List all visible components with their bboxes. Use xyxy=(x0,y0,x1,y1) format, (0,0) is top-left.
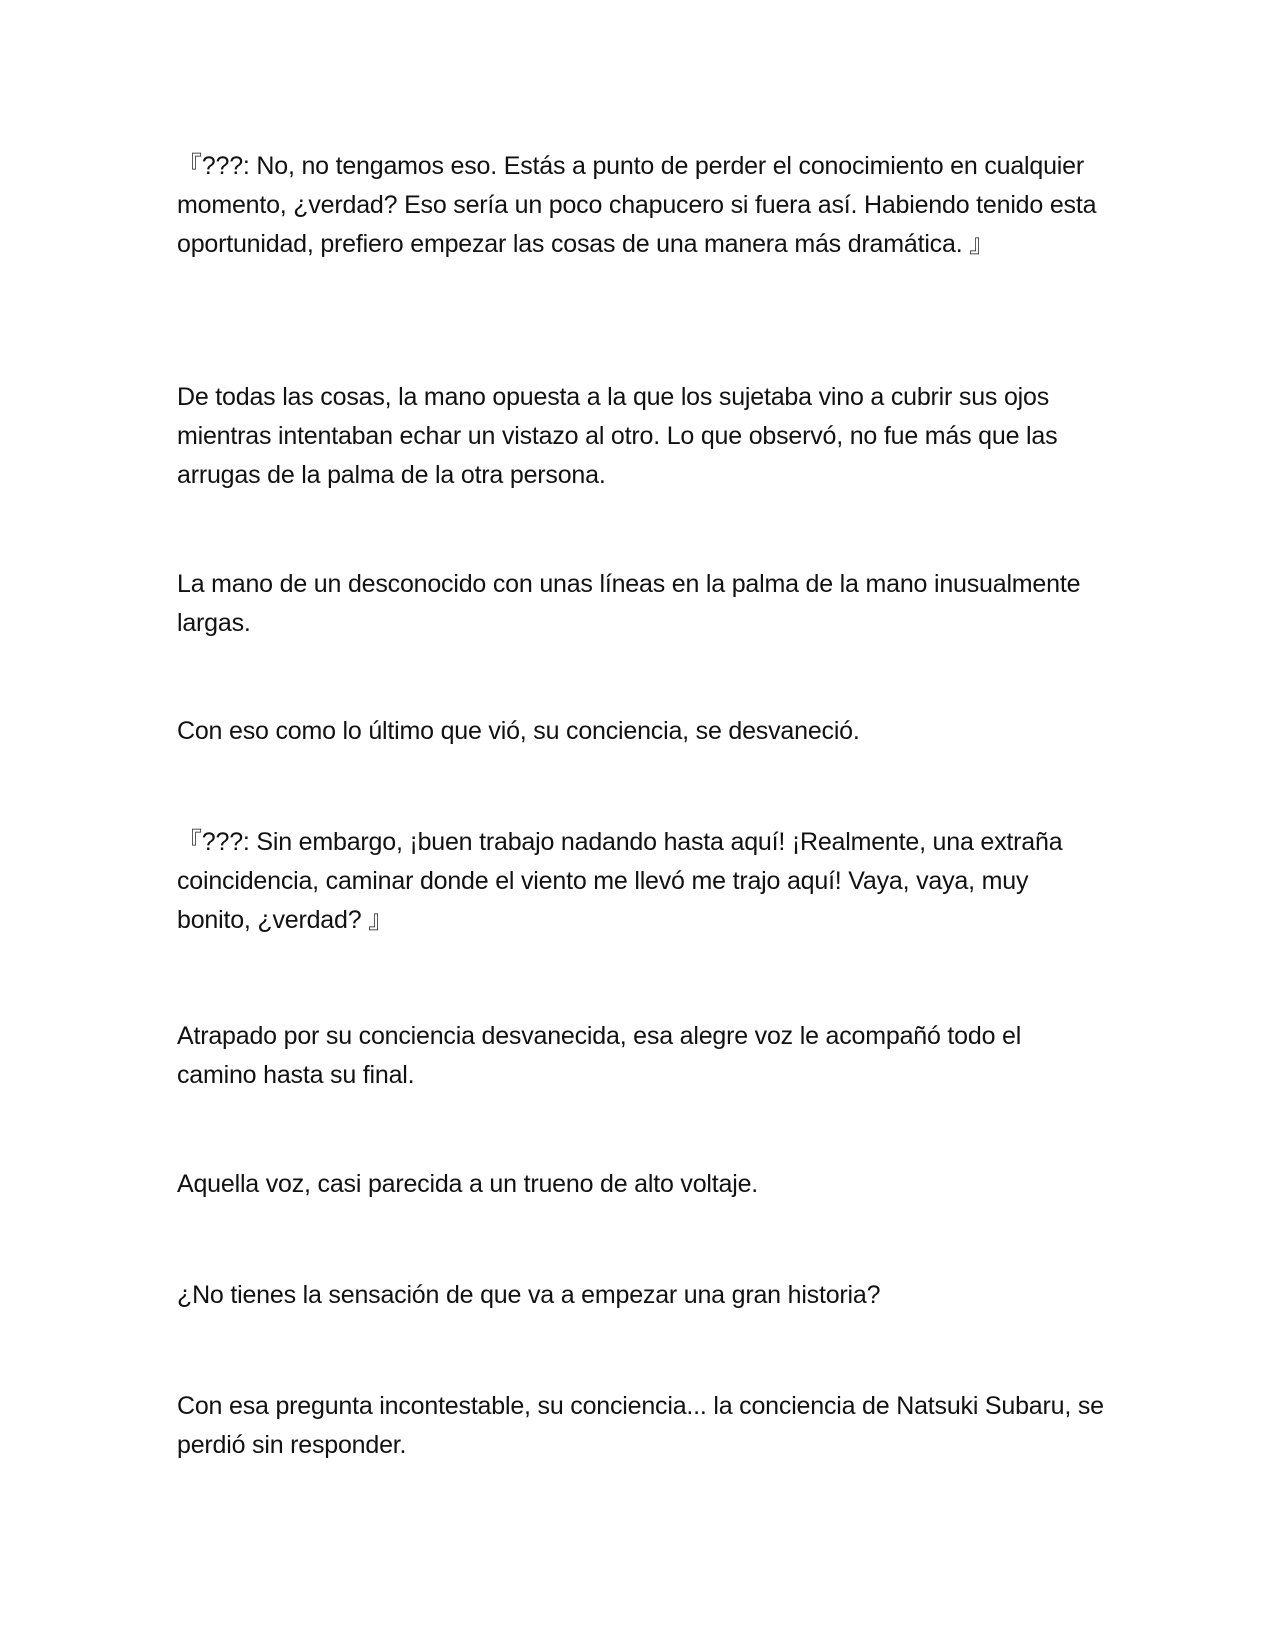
narration-paragraph-4: Atrapado por su conciencia desvanecida, esa alegre voz le acompañó todo el camino hasta su final. xyxy=(177,1022,1022,1089)
dialogue-paragraph-1: 『???: No, no tengamos eso. Estás a punto de perder el conocimiento en cualquier momento, ¿verdad? Eso sería un poco chapucero si fuera así. Habiendo tenido esta oportunidad, prefiero empezar las cosas de una manera más dramática. 』 xyxy=(177,152,1097,258)
narration-paragraph-3: Con eso como lo último que vió, su conciencia, se desvaneció. xyxy=(177,717,860,745)
narration-paragraph-7: Con esa pregunta incontestable, su conciencia... la conciencia de Natsuki Subaru, se perdió sin responder. xyxy=(177,1392,1104,1459)
narration-paragraph-5: Aquella voz, casi parecida a un trueno de alto voltaje. xyxy=(177,1170,759,1198)
narration-paragraph-2: La mano de un desconocido con unas líneas en la palma de la mano inusualmente largas. xyxy=(177,570,1081,637)
narration-paragraph-6: ¿No tienes la sensación de que va a empezar una gran historia? xyxy=(177,1281,881,1309)
dialogue-paragraph-2: 『???: Sin embargo, ¡buen trabajo nadando hasta aquí! ¡Realmente, una extraña coincidencia, caminar donde el viento me llevó me trajo aquí! Vaya, vaya, muy bonito, ¿verdad? 』 xyxy=(177,828,1063,934)
narration-paragraph-1: De todas las cosas, la mano opuesta a la que los sujetaba vino a cubrir sus ojos mientras intentaban echar un vistazo al otro. Lo que observó, no fue más que las arrugas de la palma de la otra persona. xyxy=(177,383,1058,489)
